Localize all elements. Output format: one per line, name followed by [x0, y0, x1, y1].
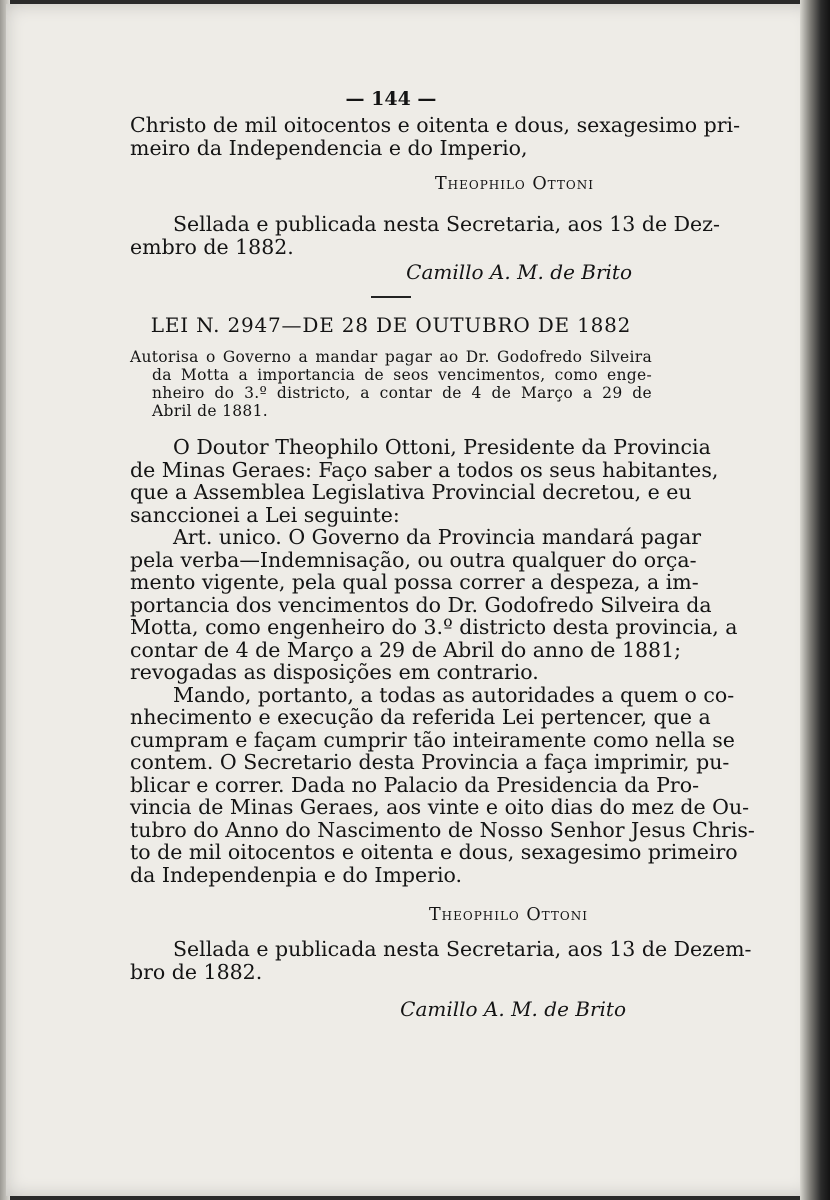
- text-line: que a Assemblea Legislativa Provincial decretou, e eu: [130, 480, 692, 504]
- text-line: cumpram e façam cumprir tão inteiramente como nella se: [130, 727, 735, 752]
- preamble-paragraph: [130, 435, 719, 527]
- text-line: Art. unico. O Governo da Provincia mandará pagar: [173, 525, 702, 549]
- text-line: nheiro do 3.º districto, a contar de 4 de Março a 29 de: [152, 384, 652, 402]
- text-line: contar de 4 de Março a 29 de Abril do anno de 1881;: [130, 637, 682, 662]
- text-line: da Independenpia e do Imperio.: [130, 862, 463, 887]
- publication-note-2: [130, 937, 752, 984]
- text-line: Abril de 1881.: [152, 402, 268, 420]
- signature-secretary: Camillo A. M. de Brito: [406, 260, 632, 284]
- text-line: Mando, portanto, a todas as autoridades a quem o co-: [173, 682, 735, 707]
- text-line: contem. O Secretario desta Provincia a faça imprimir, pu-: [130, 750, 730, 774]
- text-line: mento vigente, pela qual possa correr a despeza, a im-: [130, 570, 699, 594]
- page-right-edge: [800, 0, 830, 1200]
- text-line: sanccionei a Lei seguinte:: [130, 502, 400, 527]
- text-line: bro de 1882.: [130, 959, 263, 984]
- text-line: embro de 1882.: [130, 234, 294, 259]
- publication-note: [130, 212, 720, 259]
- signature-governor: Theophilo Ottoni: [434, 174, 594, 194]
- text-line: tubro do Anno do Nascimento de Nosso Senhor Jesus Chris-: [130, 817, 755, 842]
- text-line: Motta, como engenheiro do 3.º districto desta provincia, a: [130, 615, 738, 639]
- section-divider: [371, 296, 411, 298]
- mandate-paragraph: [130, 682, 755, 887]
- text-line: vincia de Minas Geraes, aos vinte e oito dias do mez de Ou-: [130, 795, 750, 819]
- text-line: meiro da Independencia e do Imperio,: [130, 135, 528, 160]
- signature-governor-2: Theophilo Ottoni: [428, 905, 588, 925]
- text-line: pela verba—Indemnisação, ou outra qualquer do orça-: [130, 547, 697, 572]
- text-line: Christo de mil oitocentos e oitenta e dous, sexagesimo pri-: [130, 113, 741, 137]
- text-line: nhecimento e execução da referida Lei pertencer, que a: [130, 705, 711, 729]
- text-line: Sellada e publicada nesta Secretaria, aos 13 de Dez-: [173, 212, 720, 236]
- text-line: portancia dos vencimentos do Dr. Godofredo Silveira da: [130, 592, 712, 617]
- page-text: [130, 88, 755, 1023]
- law-summary: [130, 348, 652, 420]
- text-line: revogadas as disposições em contrario.: [130, 660, 539, 684]
- opening-paragraph: [130, 113, 741, 160]
- law-title: LEI N. 2947—DE 28 DE OUTUBRO DE 1882: [150, 313, 632, 337]
- signature-secretary-2: Camillo A. M. de Brito: [400, 997, 626, 1021]
- text-line: Sellada e publicada nesta Secretaria, aos 13 de Dezem-: [173, 937, 752, 961]
- text-line: Autorisa o Governo a mandar pagar ao Dr. Godofredo Silveira: [130, 348, 652, 366]
- article-paragraph: [130, 525, 738, 684]
- text-line: blicar e correr. Dada no Palacio da Presidencia da Pro-: [130, 772, 700, 797]
- text-line: da Motta a importancia de seos vencimentos, como enge-: [152, 366, 652, 384]
- text-line: O Doutor Theophilo Ottoni, Presidente da Provincia: [173, 435, 711, 459]
- page-number: — 144 —: [345, 88, 437, 110]
- text-line: de Minas Geraes: Faço saber a todos os seus habitantes,: [130, 457, 719, 482]
- text-line: to de mil oitocentos e oitenta e dous, sexagesimo primeiro: [130, 840, 738, 864]
